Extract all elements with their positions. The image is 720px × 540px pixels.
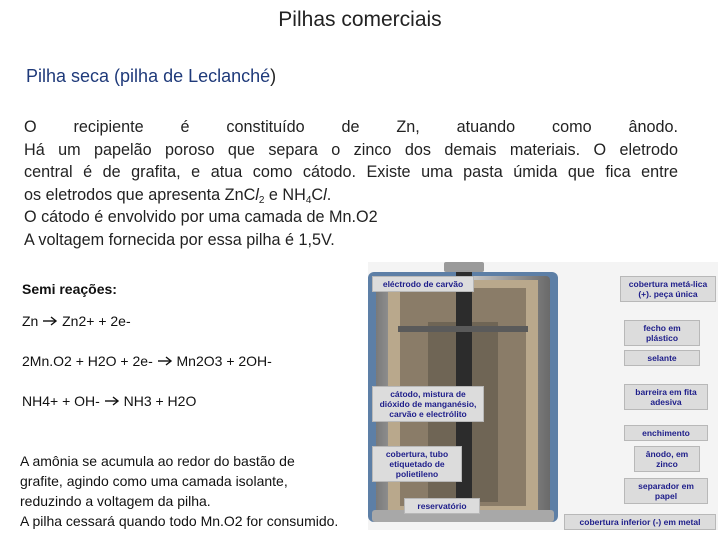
label-fecho: fecho em plástico [624,320,700,346]
label-catodo: cátodo, mistura de dióxido de manganésio, carvão e electrólito [372,386,484,422]
paragraph-line-5: O cátodo é envolvido por uma camada de Mn.O2 [24,208,378,227]
note-line-4: A pilha cessará quando todo Mn.O2 for consumido. [20,513,339,529]
label-selante: selante [624,350,700,366]
description-paragraph [24,116,678,252]
subtitle-text: Pilha seca (pilha de Leclanché [26,66,271,86]
page-title: Pilhas comerciais [278,8,442,31]
label-enchimento: enchimento [624,425,708,441]
reaction-3: NH4+ + OH- NH3 + H2O [22,393,197,409]
subtitle-close: ) [270,66,277,86]
label-cobertura-inferior: cobertura inferior (-) em metal [564,514,716,530]
label-electrodo: eléctrodo de carvão [372,276,474,292]
arrow-right-icon [104,396,120,406]
battery-diagram [368,262,718,530]
arrow-right-icon [157,356,173,366]
paragraph-line-3: central é de grafita, e atua como cátodo. Existe uma pasta úmida que fica entre [24,163,678,182]
label-barreira: barreira em fita adesiva [624,384,708,410]
reaction-2: 2Mn.O2 + H2O + 2e- Mn2O3 + 2OH- [22,353,272,369]
note-line-2: grafite, agindo como uma camada isolante, [20,473,288,489]
note-line-3: reduzindo a voltagem da pilha. [20,493,211,509]
label-anodo: ânodo, em zinco [634,446,700,472]
label-reservatorio: reservatório [404,498,480,514]
semi-reactions-heading: Semi reações: [22,281,117,297]
paragraph-line-4: os eletrodos que apresenta ZnCl$_2$ e $NH_4Cl$. [24,185,332,206]
section-subtitle [26,66,276,87]
paragraph-line-1: O recipiente é constituído de Zn, atuando como ânodo. [24,118,678,136]
label-cobertura-metalica: cobertura metá-lica (+). peça única [620,276,716,302]
note-line-1: A amônia se acumula ao redor do bastão de [20,453,295,469]
bottom-notes [20,451,400,531]
label-separador: separador em papel [624,478,708,504]
paragraph-line-2: Há um papelão poroso que separa o zinco dos demais materiais. O eletrodo [24,140,678,159]
semi-reactions [22,281,372,433]
arrow-right-icon [42,316,58,326]
reaction-1: Zn Zn2+ + 2e- [22,313,131,329]
label-cobertura-tubo: cobertura, tubo etiquetado de polietileno [372,446,462,482]
paragraph-line-6: A voltagem fornecida por essa pilha é 1,5V. [24,230,335,249]
